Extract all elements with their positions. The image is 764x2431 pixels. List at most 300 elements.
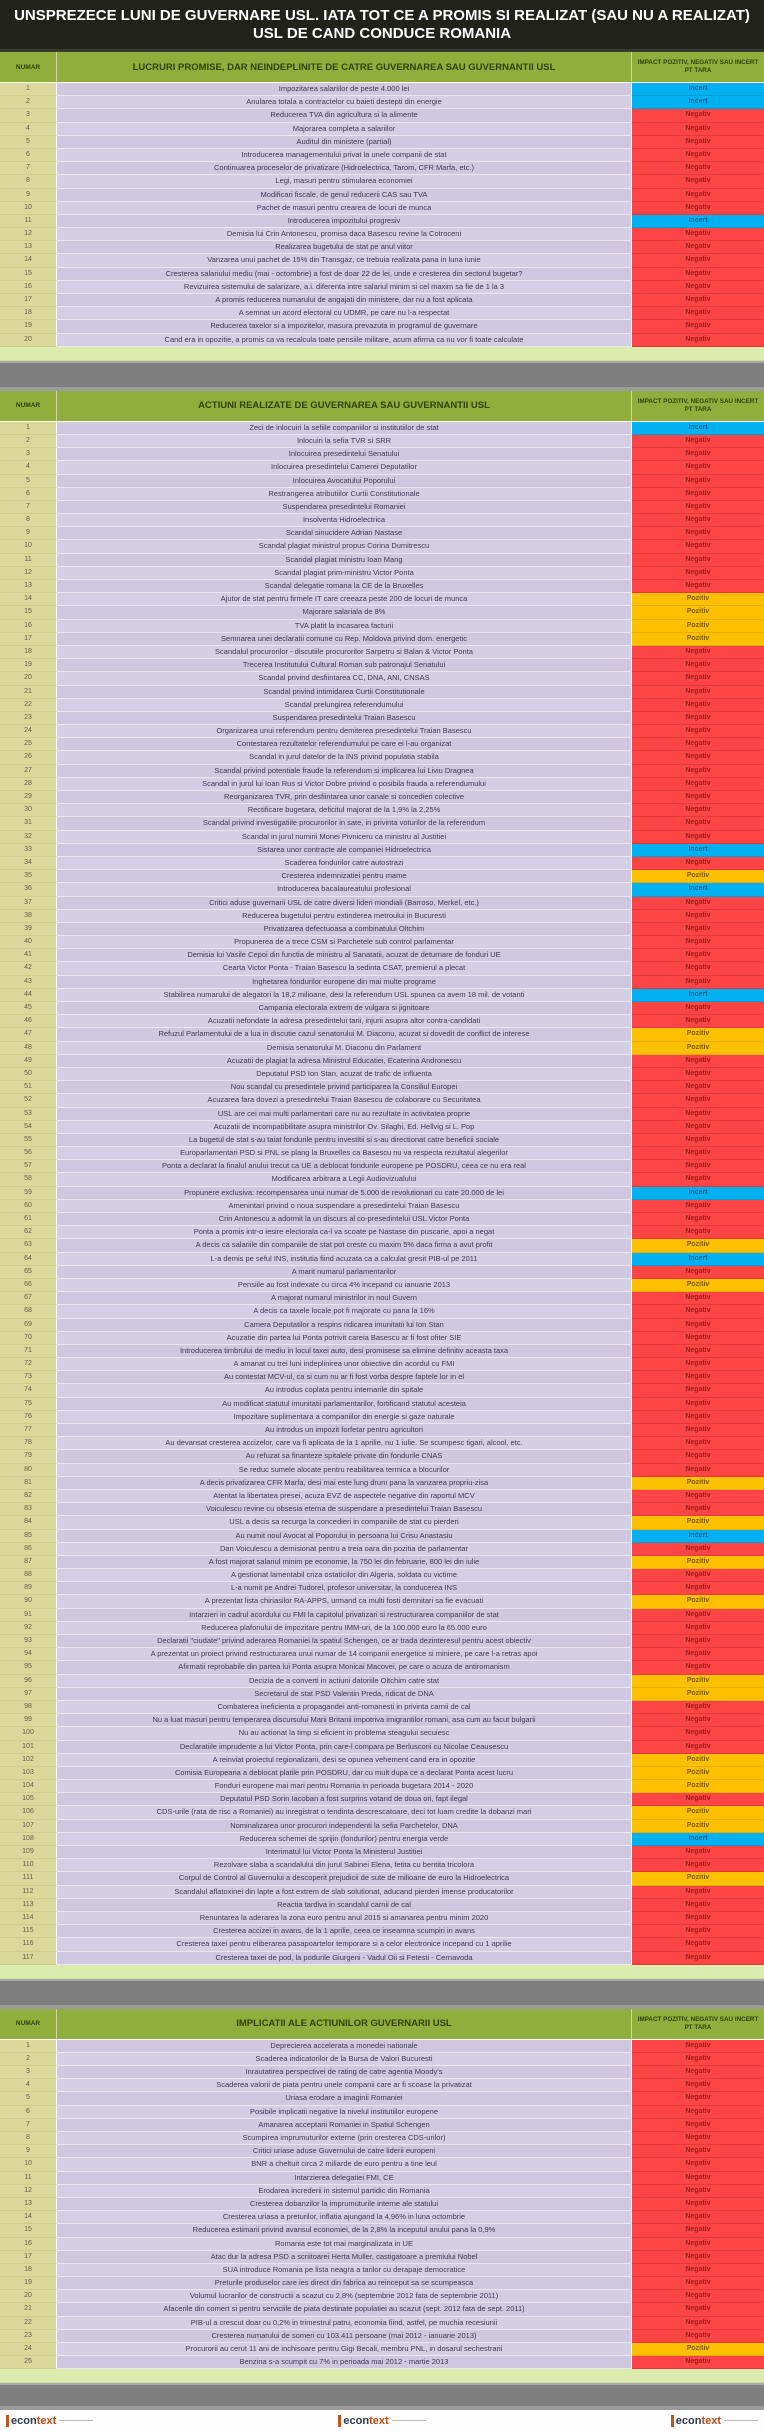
impact-badge: Incert — [632, 1833, 764, 1846]
row-description: Intarzierea delegatiei FMI, CE — [57, 2172, 632, 2185]
impact-badge: Pozitiv — [632, 620, 764, 633]
row-number: 100 — [0, 1727, 57, 1740]
column-header-number: NUMAR — [0, 391, 57, 421]
row-number: 17 — [0, 2251, 57, 2264]
impact-badge: Pozitiv — [632, 1820, 764, 1833]
row-description: Sistarea unor contracte ale companiei Hidroelectrica — [57, 844, 632, 857]
row-description: Impozitare suplimentara a companiilor din energie si gaze naturale — [57, 1411, 632, 1424]
row-description: Scandal prelungirea referendumului — [57, 699, 632, 712]
impact-badge: Negativ — [632, 1741, 764, 1754]
row-number: 106 — [0, 1806, 57, 1819]
table-row — [0, 659, 764, 672]
table-row — [0, 949, 764, 962]
row-description: Inrautatirea perspectivei de rating de catre agentia Moody's — [57, 2066, 632, 2079]
row-description: Combaterea ineficienta a propagandei anti-romanesti in privinta carnii de cal — [57, 1701, 632, 1714]
row-description: Cresterea numarului de someri cu 103.411 persoane (mai 2012 - ianuarie 2013) — [57, 2330, 632, 2343]
logo-bar-icon — [6, 2415, 9, 2427]
table-row — [0, 2198, 764, 2211]
table-row — [0, 976, 764, 989]
row-number: 1 — [0, 422, 57, 435]
table-row — [0, 2224, 764, 2237]
row-description: Restrangerea atributiilor Curtii Constitutionale — [57, 488, 632, 501]
row-number: 7 — [0, 2119, 57, 2132]
spacer-green — [0, 2369, 764, 2383]
row-number: 7 — [0, 501, 57, 514]
row-description: A marit numarul parlamentarilor — [57, 1266, 632, 1279]
table-row — [0, 1437, 764, 1450]
impact-badge: Negativ — [632, 1384, 764, 1397]
impact-badge: Negativ — [632, 475, 764, 488]
impact-badge: Negativ — [632, 109, 764, 122]
table-row — [0, 2040, 764, 2053]
impact-badge: Negativ — [632, 1450, 764, 1463]
impact-badge: Negativ — [632, 2145, 764, 2158]
row-description: Rezolvare slaba a scandalului din jurul Sabinei Elena, fetita cu bentita tricolora — [57, 1859, 632, 1872]
row-description: Majorarea completa a salariilor — [57, 123, 632, 136]
row-description: Insolventa Hidroelectrica — [57, 514, 632, 527]
table-row — [0, 540, 764, 553]
impact-badge: Negativ — [632, 1345, 764, 1358]
column-header-number: NUMAR — [0, 52, 57, 82]
row-number: 30 — [0, 804, 57, 817]
impact-badge: Pozitiv — [632, 1556, 764, 1569]
row-description: Pensiile au fost indexate cu circa 4% incepand cu ianuarie 2013 — [57, 1279, 632, 1292]
table-row — [0, 1279, 764, 1292]
row-number: 98 — [0, 1701, 57, 1714]
row-number: 73 — [0, 1371, 57, 1384]
table-row — [0, 241, 764, 254]
row-description: Scandalul procurorilor - discutiile procurorilor Sarpetru si Balan & Victor Ponta — [57, 646, 632, 659]
row-description: Ajutor de stat pentru firmele IT care creeaza peste 200 de locuri de munca — [57, 593, 632, 606]
row-description: A reinviat proiectul regionalizarii, desi se opunea vehement cand era in opozitie — [57, 1754, 632, 1767]
table-row — [0, 1345, 764, 1358]
row-description: Au modificat statutul imunitatii parlamentarilor, fortificand statutul acesteia — [57, 1398, 632, 1411]
row-number: 38 — [0, 910, 57, 923]
row-number: 40 — [0, 936, 57, 949]
impact-badge: Negativ — [632, 672, 764, 685]
row-description: Acuzarea fara dovezi a presedintelui Traian Basescu de colaborare cu Securitatea — [57, 1094, 632, 1107]
table-row — [0, 1912, 764, 1925]
table-row — [0, 488, 764, 501]
row-number: 87 — [0, 1556, 57, 1569]
econtext-logo — [6, 2415, 93, 2427]
row-description: Inghetarea fondurilor europene din mai multe programe — [57, 976, 632, 989]
table-row — [0, 1239, 764, 1252]
table-row — [0, 1925, 764, 1938]
impact-badge: Pozitiv — [632, 1767, 764, 1780]
impact-badge: Negativ — [632, 294, 764, 307]
row-description: Scandal privind investigatiile procurorilor in sate, in privinta voturilor de la referendum — [57, 817, 632, 830]
impact-badge: Negativ — [632, 1569, 764, 1582]
table-row — [0, 567, 764, 580]
row-number: 16 — [0, 2238, 57, 2251]
impact-badge: Incert — [632, 989, 764, 1002]
row-description: Legi, masuri pentru stimularea economiei — [57, 175, 632, 188]
row-description: Inlocuirea presedintelui Senatului — [57, 448, 632, 461]
row-number: 19 — [0, 2277, 57, 2290]
table-row — [0, 2185, 764, 2198]
row-description: Ponta a declarat la finalul anului trecut ca UE a deblocat fondurile europene pe POSDRU, ceea ce nu era real — [57, 1160, 632, 1173]
row-description: Volumul lucrarilor de constructii a scazut cu 2,8% (septembrie 2012 fata de septembrie 2011) — [57, 2290, 632, 2303]
impact-badge: Pozitiv — [632, 633, 764, 646]
row-description: Erodarea increderii in sistemul partidic din Romania — [57, 2185, 632, 2198]
row-number: 6 — [0, 488, 57, 501]
table-row — [0, 962, 764, 975]
impact-badge: Negativ — [632, 1609, 764, 1622]
table-row — [0, 804, 764, 817]
table-row — [0, 620, 764, 633]
row-number: 116 — [0, 1938, 57, 1951]
row-number: 41 — [0, 949, 57, 962]
row-description: Scaderea indicatorilor de la Bursa de Valori Bucuresti — [57, 2053, 632, 2066]
table-row — [0, 1886, 764, 1899]
impact-badge: Negativ — [632, 1543, 764, 1556]
table-row — [0, 1028, 764, 1041]
logo-bar-icon — [338, 2415, 341, 2427]
impact-badge: Negativ — [632, 241, 764, 254]
impact-badge: Negativ — [632, 2119, 764, 2132]
row-description: Au introdus coplata pentru internarile din spitale — [57, 1384, 632, 1397]
impact-badge: Negativ — [632, 189, 764, 202]
econtext-logo — [671, 2415, 758, 2427]
logo-text-econ: econ — [11, 2414, 37, 2427]
table-row — [0, 320, 764, 333]
row-number: 5 — [0, 2092, 57, 2105]
row-number: 1 — [0, 2040, 57, 2053]
table-row — [0, 1701, 764, 1714]
impact-badge: Negativ — [632, 1846, 764, 1859]
row-description: Modificari fiscale, de genul reducerii CAS sau TVA — [57, 189, 632, 202]
table-body-implications — [0, 2040, 764, 2370]
table-row — [0, 817, 764, 830]
impact-badge: Negativ — [632, 2132, 764, 2145]
row-description: Afacerile din comert si pentru serviciile de piata destinate populatiei au scazut (sept. 2012 fata de sept. 2011) — [57, 2303, 632, 2316]
impact-badge: Negativ — [632, 2238, 764, 2251]
row-description: Amenintari privind o noua suspendare a presedintelui Traian Basescu — [57, 1200, 632, 1213]
table-body-promises — [0, 83, 764, 347]
row-description: Cearta Victor Ponta - Traian Basescu la sedinta CSAT, premierul a plecat — [57, 962, 632, 975]
row-number: 111 — [0, 1872, 57, 1885]
table-row — [0, 1226, 764, 1239]
table-row — [0, 422, 764, 435]
row-description: A promis reducerea numarului de angajati din ministere, dar nu a fost aplicata — [57, 294, 632, 307]
row-description: Inlocuirea presedintelui Camerei Deputatilor — [57, 461, 632, 474]
table-row — [0, 189, 764, 202]
row-description: Critici uriase aduse Guvernului de catre liderii europeni — [57, 2145, 632, 2158]
row-number: 75 — [0, 1398, 57, 1411]
impact-badge: Negativ — [632, 527, 764, 540]
row-description: Cresterea indemnizatiei pentru mame — [57, 870, 632, 883]
row-description: Scandal plagiat ministrul propus Corina Dumitrescu — [57, 540, 632, 553]
row-number: 5 — [0, 136, 57, 149]
impact-badge: Negativ — [632, 1490, 764, 1503]
row-number: 3 — [0, 109, 57, 122]
table-row — [0, 1595, 764, 1608]
table-row — [0, 1530, 764, 1543]
row-description: Cresterea accizei in avans, de la 1 aprilie, ceea ce inseamna scumpiri in avans — [57, 1925, 632, 1938]
row-number: 77 — [0, 1424, 57, 1437]
table-row — [0, 109, 764, 122]
row-number: 2 — [0, 2053, 57, 2066]
row-description: Scaderea valorii de piata pentru unele companii care ar fi scoase la privatizat — [57, 2079, 632, 2092]
row-description: Scandal privind intimidarea Curtii Constitutionale — [57, 686, 632, 699]
impact-badge: Incert — [632, 83, 764, 96]
impact-badge: Negativ — [632, 1582, 764, 1595]
table-row — [0, 672, 764, 685]
row-description: Reducerea schemei de sprijin (fondurilor) pentru energia verde — [57, 1833, 632, 1846]
table-row — [0, 1160, 764, 1173]
row-number: 67 — [0, 1292, 57, 1305]
row-description: Camera Deputatilor a respins ridicarea imunitatii lui Ion Stan — [57, 1319, 632, 1332]
row-description: Scandal plagiat ministru Ioan Mang — [57, 554, 632, 567]
impact-badge: Negativ — [632, 857, 764, 870]
row-description: Procurorii au cerut 11 ani de inchisoare pentru Gigi Becali, membru PNL, in dosarul sechestrarii — [57, 2343, 632, 2356]
row-description: Cresterea taxei de pod, la podurile Giurgeni - Vadul Oii si Fetesti - Cernavoda — [57, 1952, 632, 1965]
table-row — [0, 751, 764, 764]
row-description: Scandal privind potentiale fraude la referendum si implicarea lui Liviu Dragnea — [57, 765, 632, 778]
impact-badge: Negativ — [632, 268, 764, 281]
row-description: Deprecierea accelerata a monedei nationale — [57, 2040, 632, 2053]
table-row — [0, 1477, 764, 1490]
table-row — [0, 791, 764, 804]
impact-badge: Negativ — [632, 2317, 764, 2330]
row-number: 60 — [0, 1200, 57, 1213]
row-number: 35 — [0, 870, 57, 883]
row-description: Interimatul lui Victor Ponta la Ministerul Justitiei — [57, 1846, 632, 1859]
impact-badge: Pozitiv — [632, 1279, 764, 1292]
column-header-impact: IMPACT POZITIV, NEGATIV SAU INCERT PT TARA — [637, 59, 759, 74]
row-number: 57 — [0, 1160, 57, 1173]
row-number: 83 — [0, 1503, 57, 1516]
footer — [0, 2410, 764, 2431]
section-header-promises — [0, 52, 764, 83]
row-number: 113 — [0, 1899, 57, 1912]
row-number: 15 — [0, 606, 57, 619]
row-description: Acuzatii nefondate la adresa presedintelui tarii, injurii asupra altor contra-candidati — [57, 1015, 632, 1028]
impact-badge: Negativ — [632, 765, 764, 778]
impact-badge: Negativ — [632, 1899, 764, 1912]
impact-badge: Negativ — [632, 1793, 764, 1806]
row-description: Scandalul aflatoxinei din lapte a fost extrem de slab solutionat, aducand pierderi imense producatorilor — [57, 1886, 632, 1899]
row-description: Nou scandal cu presedintele privind participarea la Consiliul Europei — [57, 1081, 632, 1094]
impact-badge: Negativ — [632, 2106, 764, 2119]
row-number: 21 — [0, 2303, 57, 2316]
impact-badge: Negativ — [632, 2040, 764, 2053]
row-number: 50 — [0, 1068, 57, 1081]
column-header-section-title: ACTIUNI REALIZATE DE GUVERNAREA SAU GUVERNANTII USL — [57, 391, 632, 421]
row-number: 2 — [0, 435, 57, 448]
row-description: Au devansat cresterea accizelor, care va fi aplicata de la 1 aprilie, nu 1 iulie. Se scumpesc tigari, alcool, etc. — [57, 1437, 632, 1450]
impact-badge: Pozitiv — [632, 2343, 764, 2356]
table-row — [0, 1081, 764, 1094]
row-number: 8 — [0, 2132, 57, 2145]
row-number: 29 — [0, 791, 57, 804]
section-header-implications — [0, 2009, 764, 2040]
table-row — [0, 307, 764, 320]
table-row — [0, 1648, 764, 1661]
row-description: A prezentat un proiect privind restructurarea unui numar de 14 companii energetice si miniere, pe care l-a retras apoi — [57, 1648, 632, 1661]
table-row — [0, 2145, 764, 2158]
row-number: 2 — [0, 96, 57, 109]
impact-badge: Negativ — [632, 123, 764, 136]
spacer-gray — [0, 361, 764, 391]
impact-badge: Pozitiv — [632, 1239, 764, 1252]
table-row — [0, 1358, 764, 1371]
row-number: 11 — [0, 215, 57, 228]
table-row — [0, 1042, 764, 1055]
table-row — [0, 1384, 764, 1397]
table-row — [0, 2119, 764, 2132]
row-description: BNR a cheltuit circa 2 miliarde de euro pentru a tine leul — [57, 2158, 632, 2171]
row-description: Intarzieri in cadrul acordului cu FMI la capitolul privatizari si restructurarea companiilor de stat — [57, 1609, 632, 1622]
row-description: Corpul de Control al Guvernului a descoperit prejudicii de sute de milioane de euro la Hidroelectrica — [57, 1872, 632, 1885]
row-description: Majorare salariala de 8% — [57, 606, 632, 619]
impact-badge: Negativ — [632, 162, 764, 175]
impact-badge: Negativ — [632, 501, 764, 514]
column-header-impact: IMPACT POZITIV, NEGATIV SAU INCERT PT TARA — [637, 397, 759, 413]
row-description: USL a decis sa recurga la concedieri in companiile de stat cu pierderi — [57, 1516, 632, 1529]
row-number: 68 — [0, 1305, 57, 1318]
impact-badge: Negativ — [632, 175, 764, 188]
spacer-green — [0, 1965, 764, 1979]
table-row — [0, 435, 764, 448]
row-description: Ponta a promis intr-o iesire electorala ca-l va scoate pe Nastase din puscarie, apoi a negat — [57, 1226, 632, 1239]
table-row — [0, 1173, 764, 1186]
row-description: Rectificare bugetara, deficitul majorat de la 1,9% la 2,25% — [57, 804, 632, 817]
impact-badge: Negativ — [632, 1714, 764, 1727]
row-description: Decizia de a converti in actiuni datoriile Oltchim catre stat — [57, 1675, 632, 1688]
row-description: La bugetul de stat s-au taiat fondurile pentru investitii si s-au directionat catre beneficii sociale — [57, 1134, 632, 1147]
impact-badge: Negativ — [632, 1055, 764, 1068]
table-row — [0, 2092, 764, 2105]
table-row — [0, 1371, 764, 1384]
row-number: 103 — [0, 1767, 57, 1780]
table-row — [0, 686, 764, 699]
row-number: 65 — [0, 1266, 57, 1279]
row-number: 43 — [0, 976, 57, 989]
table-row — [0, 1899, 764, 1912]
row-number: 45 — [0, 1002, 57, 1015]
impact-badge: Negativ — [632, 1160, 764, 1173]
table-row — [0, 712, 764, 725]
row-number: 10 — [0, 2158, 57, 2171]
row-number: 104 — [0, 1780, 57, 1793]
row-number: 10 — [0, 540, 57, 553]
row-number: 3 — [0, 2066, 57, 2079]
row-number: 93 — [0, 1635, 57, 1648]
row-description: Trecerea Institutului Cultural Roman sub patronajul Senatului — [57, 659, 632, 672]
row-description: Scandal in jurul datelor de la INS privind populatia stabila — [57, 751, 632, 764]
logo-rule — [724, 2420, 758, 2421]
row-number: 8 — [0, 514, 57, 527]
row-number: 115 — [0, 1925, 57, 1938]
impact-badge: Negativ — [632, 580, 764, 593]
row-number: 49 — [0, 1055, 57, 1068]
table-row — [0, 334, 764, 347]
row-number: 44 — [0, 989, 57, 1002]
logo-text-text: text — [369, 2414, 389, 2427]
row-number: 56 — [0, 1147, 57, 1160]
column-header-impact: IMPACT POZITIV, NEGATIV SAU INCERT PT TARA — [637, 2015, 759, 2031]
table-row — [0, 475, 764, 488]
impact-badge: Negativ — [632, 804, 764, 817]
logo-text-econ: econ — [343, 2414, 370, 2427]
table-row — [0, 123, 764, 136]
row-description: Propunerea de a trece CSM si Parchetele sub control parlamentar — [57, 936, 632, 949]
impact-badge: Pozitiv — [632, 1754, 764, 1767]
logo-text-text: text — [701, 2414, 721, 2427]
row-description: Introducerea timbrului de mediu in locul taxei auto, desi promisese sa elimine definitiv aceasta taxa — [57, 1345, 632, 1358]
impact-badge: Incert — [632, 215, 764, 228]
table-row — [0, 1582, 764, 1595]
row-number: 17 — [0, 294, 57, 307]
row-description: Deputatul PSD Sorin Iacoban a fost surprins votand de doua ori, fapt ilegal — [57, 1793, 632, 1806]
impact-badge: Incert — [632, 883, 764, 896]
impact-badge: Negativ — [632, 1398, 764, 1411]
row-number: 1 — [0, 83, 57, 96]
row-number: 31 — [0, 817, 57, 830]
table-row — [0, 923, 764, 936]
table-row — [0, 1094, 764, 1107]
row-description: Nu a luat masuri pentru temperarea discursului Marii Britanii impotriva imigrantilor romani, asa cum au facut bulgarii — [57, 1714, 632, 1727]
row-number: 39 — [0, 923, 57, 936]
table-row — [0, 1727, 764, 1740]
row-description: Anularea totala a contractelor cu baieti destepti din energie — [57, 96, 632, 109]
impact-badge: Negativ — [632, 1134, 764, 1147]
row-number: 22 — [0, 2317, 57, 2330]
table-row — [0, 1859, 764, 1872]
table-row — [0, 2330, 764, 2343]
row-number: 18 — [0, 307, 57, 320]
row-description: Zeci de inlocuiri la sefiile companiilor si institutiilor de stat — [57, 422, 632, 435]
table-row — [0, 897, 764, 910]
table-row — [0, 1134, 764, 1147]
row-description: Uriasa erodare a imaginii Romaniei — [57, 2092, 632, 2105]
row-description: Propunere exclusiva: recompensarea unui numar de 5.000 de revolutionari cu cate 20.000 de lei — [57, 1187, 632, 1200]
table-row — [0, 765, 764, 778]
econtext-logo — [338, 2415, 425, 2427]
row-description: Cresterea dobanzilor la imprumuturile interne ale statului — [57, 2198, 632, 2211]
row-description: L-a numit pe Andrei Tudorel, profesor universitar, la conducerea INS — [57, 1582, 632, 1595]
table-row — [0, 1516, 764, 1529]
impact-badge: Pozitiv — [632, 1516, 764, 1529]
impact-badge: Negativ — [632, 320, 764, 333]
row-description: Inlocuirea Avocatului Poporului — [57, 475, 632, 488]
row-description: Impozitarea salariilor de peste 4.000 lei — [57, 83, 632, 96]
row-number: 4 — [0, 461, 57, 474]
impact-badge: Negativ — [632, 1068, 764, 1081]
table-row — [0, 501, 764, 514]
impact-badge: Negativ — [632, 1358, 764, 1371]
spacer-gray — [0, 1979, 764, 2009]
impact-badge: Negativ — [632, 1371, 764, 1384]
impact-badge: Incert — [632, 422, 764, 435]
impact-badge: Negativ — [632, 1173, 764, 1186]
impact-badge: Negativ — [632, 2172, 764, 2185]
row-number: 55 — [0, 1134, 57, 1147]
row-description: Demisia lui Vasile Cepoi din functia de ministru al Sanatatii, acuzat de deturnare de fonduri UE — [57, 949, 632, 962]
table-row — [0, 989, 764, 1002]
impact-badge: Negativ — [632, 791, 764, 804]
row-number: 101 — [0, 1741, 57, 1754]
logo-bar-icon — [671, 2415, 674, 2427]
row-number: 64 — [0, 1253, 57, 1266]
row-description: A decis privatizarea CFR Marfa, desi mai este lung drum pana la vanzarea propriu-zisa — [57, 1477, 632, 1490]
row-number: 79 — [0, 1450, 57, 1463]
row-description: A semnat un acord electoral cu UDMR, pe care nu l-a respectat — [57, 307, 632, 320]
impact-badge: Negativ — [632, 1938, 764, 1951]
row-description: Scandal delegatie romana la CE de la Bruxelles — [57, 580, 632, 593]
